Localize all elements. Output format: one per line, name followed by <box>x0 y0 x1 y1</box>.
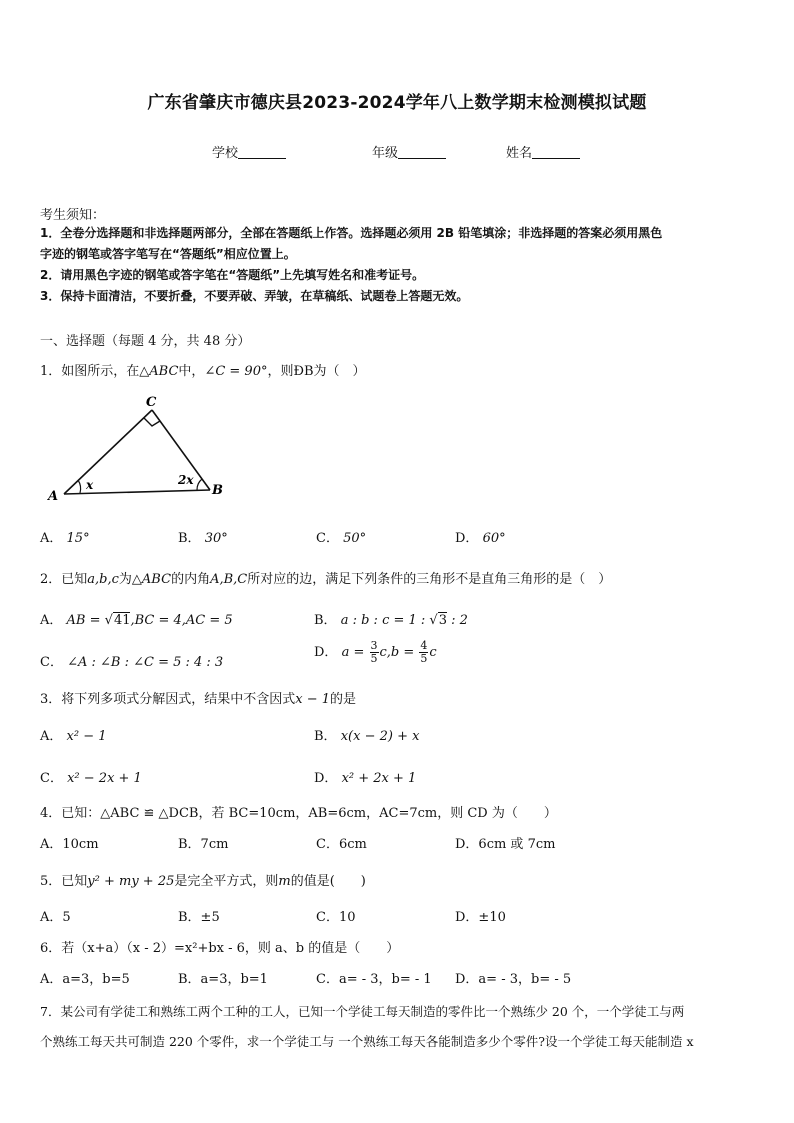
grade-blank <box>398 146 446 159</box>
q6-option-b[interactable]: B．a=3，b=1 <box>178 972 268 987</box>
q1-option-a[interactable] <box>40 527 90 546</box>
vertex-b-label: B <box>212 483 223 498</box>
question-5 <box>40 870 366 889</box>
option-letter: D． <box>455 531 479 546</box>
option-value: c,b = <box>379 645 419 660</box>
option-value: c <box>429 645 437 660</box>
q1-option-d[interactable] <box>455 527 506 546</box>
q6-option-a[interactable]: A．a=3，b=5 <box>40 972 130 987</box>
q5-text: 是完全平方式，则 <box>174 874 279 889</box>
sqrt-radicand: 41 <box>113 613 131 628</box>
angle-b-arc <box>197 479 202 490</box>
triangle-figure <box>40 392 230 504</box>
q3-expression: x − 1 <box>295 692 331 707</box>
option-value: ∠A : ∠B : ∠C = 5 : 4 : 3 <box>67 655 224 670</box>
q2-triangle: △ABC <box>131 572 172 587</box>
option-value: 30° <box>204 531 228 546</box>
option-value: 15° <box>66 531 90 546</box>
q5-text: 的值是( ) <box>290 874 366 889</box>
question-7-line-1: 7．某公司有学徒工和熟练工两个工种的工人，已知一个学徒工每天制造的零件比一个熟练少 20 个，一个学徒工与两 <box>40 1004 685 1019</box>
q5-variable: m <box>278 874 291 889</box>
q5-text: 5．已知 <box>40 874 88 889</box>
question-1 <box>40 360 366 379</box>
grade-field <box>372 142 446 161</box>
triangle-side-ac <box>64 410 152 494</box>
q2-option-a[interactable] <box>40 609 233 628</box>
fraction <box>419 640 428 665</box>
option-value: : 2 <box>447 613 468 628</box>
notice-line: 2．请用黑色字迹的钢笔或答字笔在“答题纸”上先填写姓名和准考证号。 <box>40 268 425 282</box>
q5-option-c[interactable]: C．10 <box>316 910 356 925</box>
q2-text: 为 <box>118 572 132 587</box>
q1-option-b[interactable] <box>178 527 228 546</box>
q3-option-d[interactable] <box>314 767 416 786</box>
option-letter: C． <box>40 655 63 670</box>
q4-option-b[interactable]: B．7cm <box>178 837 229 852</box>
notice-heading: 考生须知： <box>40 208 106 223</box>
option-value: x² − 1 <box>66 729 107 744</box>
q2-text: 2．已知 <box>40 572 88 587</box>
q5-option-b[interactable]: B．±5 <box>178 910 220 925</box>
question-2 <box>40 568 611 587</box>
option-value: AB = <box>66 613 105 628</box>
angle-b-label: 2x <box>178 473 194 487</box>
option-value: x² − 2x + 1 <box>67 771 142 786</box>
q1-text: ，则ÐB为（ ） <box>267 364 366 379</box>
name-field <box>506 142 580 161</box>
option-value: 50° <box>343 531 367 546</box>
notice-line: 1．全卷分选择题和非选择题两部分，全部在答题纸上作答。选择题必须用 2B 铅笔填涂；非选择题的答案必须用黑色 <box>40 226 663 240</box>
option-letter: B． <box>314 729 337 744</box>
option-letter: C． <box>316 531 339 546</box>
notice-line: 字迹的钢笔或答字笔写在“答题纸”相应位置上。 <box>40 247 296 261</box>
right-angle-mark <box>144 418 160 426</box>
name-label: 姓名 <box>506 146 533 161</box>
option-letter: B． <box>178 531 201 546</box>
question-3 <box>40 688 356 707</box>
option-value: a : b : c = 1 : <box>340 613 430 628</box>
q6-option-d[interactable]: D．a= - 3，b= - 5 <box>455 972 572 987</box>
q2-option-d[interactable] <box>314 640 437 665</box>
fraction <box>370 640 379 665</box>
page-title: 广东省肇庆市德庆县2023-2024学年八上数学期末检测模拟试题 <box>147 93 647 113</box>
q2-angles: A,B,C <box>210 572 248 587</box>
fraction-numerator: 3 <box>370 639 378 652</box>
question-7-line-2: 个熟练工每天共可制造 220 个零件，求一个学徒工与 一个熟练工每天各能制造多少个零件?设一个学徒工每天能制造 x <box>40 1034 694 1049</box>
question-6: 6．若（x+a）（x - 2）=x²+bx - 6，则 a、b 的值是（ ） <box>40 941 400 956</box>
q2-vars: a,b,c <box>87 572 119 587</box>
section-heading: 一、选择题（每题 4 分，共 48 分） <box>40 334 251 349</box>
option-value: a = <box>341 645 369 660</box>
name-blank <box>532 146 580 159</box>
grade-label: 年级 <box>372 146 399 161</box>
option-value: x² + 2x + 1 <box>341 771 417 786</box>
q2-option-c[interactable] <box>40 651 223 670</box>
question-4: 4．已知：△ABC ≌ △DCB，若 BC=10cm，AB=6cm，AC=7cm，则 CD 为（ ） <box>40 806 557 821</box>
option-letter: C． <box>40 771 63 786</box>
vertex-a-label: A <box>48 489 59 504</box>
sqrt-sign: √ <box>104 613 113 628</box>
option-letter: A． <box>40 729 63 744</box>
school-field <box>212 142 286 161</box>
option-letter: D． <box>314 771 338 786</box>
sqrt-radicand: 3 <box>438 613 447 628</box>
q2-text: 的内角 <box>171 572 211 587</box>
school-label: 学校 <box>212 146 239 161</box>
q2-text: 所对应的边，满足下列条件的三角形不是直角三角形的是（ ） <box>247 572 612 587</box>
q3-option-c[interactable] <box>40 767 142 786</box>
sqrt-sign: √ <box>429 613 438 628</box>
q1-text: 1．如图所示，在 <box>40 364 140 379</box>
q5-option-d[interactable]: D．±10 <box>455 910 506 925</box>
fraction-numerator: 4 <box>420 639 428 652</box>
q5-expression: y² + my + 25 <box>87 874 175 889</box>
option-value: ,BC = 4,AC = 5 <box>130 613 233 628</box>
q5-option-a[interactable]: A．5 <box>40 910 71 925</box>
option-value: x(x − 2) + x <box>340 729 420 744</box>
option-letter: A． <box>40 613 63 628</box>
option-value: 60° <box>482 531 506 546</box>
option-letter: A． <box>40 531 63 546</box>
angle-a-arc <box>78 480 81 493</box>
option-letter: D． <box>314 645 338 660</box>
angle-a-label: x <box>86 478 94 492</box>
school-blank <box>238 146 286 159</box>
q4-option-a[interactable]: A．10cm <box>40 837 99 852</box>
q3-option-b[interactable] <box>314 725 419 744</box>
q3-text: 3．将下列多项式分解因式，结果中不含因式 <box>40 692 296 707</box>
q1-option-c[interactable] <box>316 527 366 546</box>
q1-triangle: △ABC <box>139 364 179 379</box>
q1-condition: ∠C = 90° <box>204 364 268 379</box>
fraction-denominator: 5 <box>370 652 378 665</box>
q4-option-d[interactable]: D．6cm 或 7cm <box>455 837 556 852</box>
q4-option-c[interactable]: C．6cm <box>316 837 367 852</box>
fraction-denominator: 5 <box>420 652 428 665</box>
vertex-c-label: C <box>146 395 157 410</box>
q3-text: 的是 <box>330 692 357 707</box>
q3-option-a[interactable] <box>40 725 107 744</box>
q2-option-b[interactable] <box>314 609 468 628</box>
notice-line: 3．保持卡面清洁，不要折叠，不要弄破、弄皱，在草稿纸、试题卷上答题无效。 <box>40 289 469 303</box>
q6-option-c[interactable]: C．a= - 3，b= - 1 <box>316 972 432 987</box>
option-letter: B． <box>314 613 337 628</box>
q1-text: 中， <box>178 364 205 379</box>
